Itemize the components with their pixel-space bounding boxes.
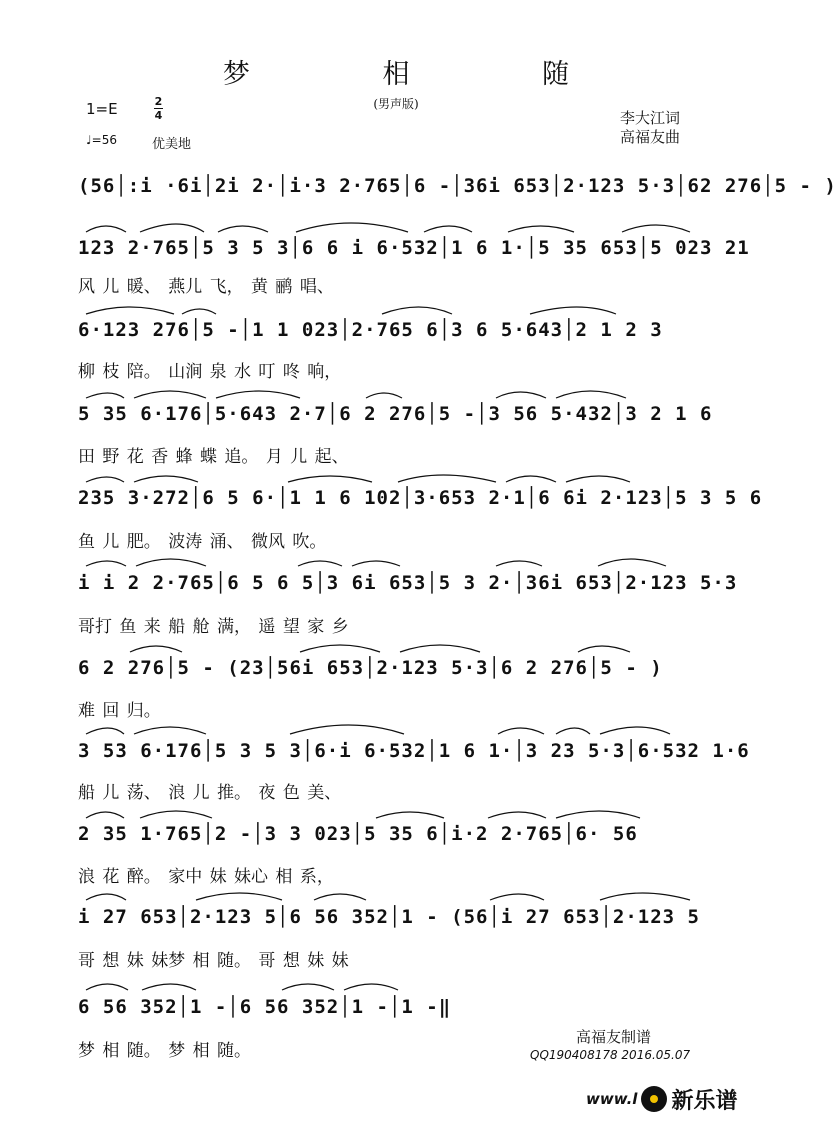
lyricist: 李大江词 xyxy=(620,109,681,127)
lyric-line-6: 哥打 鱼 来 船 舱 满， 遥 望 家 乡 xyxy=(78,617,349,637)
notation-line-6: i i 2 2·765│6 5 6 5│3 6i 653│5 3 2·│36i 653│2·123 5·3 xyxy=(78,572,738,594)
notation-line-2: 123 2·765│5 3 5 3│6 6 i 6·532│1 6 1·│5 35 653│5 023 21 xyxy=(78,237,750,259)
tempo-mark: ♩=56 xyxy=(86,133,117,147)
lyric-line-7: 难 回 归。 xyxy=(78,701,161,721)
site-logo xyxy=(586,1082,737,1116)
music-disc-icon xyxy=(641,1086,667,1112)
song-title: 梦 相 随 xyxy=(222,59,632,90)
composer: 高福友曲 xyxy=(620,128,681,146)
notation-line-3: 6·123 276│5 -│1 1 023│2·765 6│3 6 5·643│2 1 2 3 xyxy=(78,319,663,341)
arranger-contact: QQ190408178 2016.05.07 xyxy=(530,1048,691,1062)
time-numerator: 2 xyxy=(154,95,163,108)
lyric-line-2: 风 儿 暖、 燕儿 飞， 黄 鹂 唱、 xyxy=(78,277,334,297)
time-signature xyxy=(154,96,163,121)
lyric-line-10: 哥 想 妹 妹梦 相 随。 哥 想 妹 妹 xyxy=(78,951,349,971)
notation-line-1: (56│:i ·6i│2i 2·│i·3 2·765│6 -│36i 653│2·123 5·3│62 276│5 - ) xyxy=(78,175,837,197)
song-subtitle: (男声版) xyxy=(373,97,419,111)
credits xyxy=(620,109,680,147)
notation-line-8: 3 53 6·176│5 3 5 3│6·i 6·532│1 6 1·│3 23 5·3│6·532 1·6 xyxy=(78,740,750,762)
lyric-line-8: 船 儿 荡、 浪 儿 推。 夜 色 美、 xyxy=(78,783,342,803)
expression-mark: 优美地 xyxy=(152,137,192,152)
site-url: www.l xyxy=(586,1090,638,1108)
time-denominator: 4 xyxy=(154,109,163,122)
notation-line-11: 6 56 352│1 -│6 56 352│1 -│1 -‖ xyxy=(78,996,452,1018)
lyric-line-11: 梦 相 随。 梦 相 随。 xyxy=(78,1041,252,1061)
notation-line-5: 235 3·272│6 5 6·│1 1 6 102│3·653 2·1│6 6i 2·123│5 3 5 6 xyxy=(78,487,763,509)
notation-line-4: 5 35 6·176│5·643 2·7│6 2 276│5 -│3 56 5·432│3 2 1 6 xyxy=(78,403,713,425)
lyric-line-3: 柳 枝 陪。 山涧 泉 水 叮 咚 响， xyxy=(78,362,342,382)
site-brand: 新乐谱 xyxy=(671,1088,738,1114)
notation-line-9: 2 35 1·765│2 -│3 3 023│5 35 6│i·2 2·765│6· 56 xyxy=(78,823,638,845)
notation-line-7: 6 2 276│5 - (23│56i 653│2·123 5·3│6 2 276│5 - ) xyxy=(78,657,663,679)
lyric-line-5: 鱼 儿 肥。 波涛 涌、 微风 吹。 xyxy=(78,532,327,552)
lyric-line-9: 浪 花 醉。 家中 妹 妹心 相 系， xyxy=(78,867,334,887)
arranger-credit: 高福友制谱 xyxy=(576,1028,652,1046)
notation-line-10: i 27 653│2·123 5│6 56 352│1 - (56│i 27 653│2·123 5 xyxy=(78,906,700,928)
key-signature: 1=E xyxy=(86,100,118,118)
lyric-line-4: 田 野 花 香 蜂 蝶 追。 月 儿 起、 xyxy=(78,447,349,467)
